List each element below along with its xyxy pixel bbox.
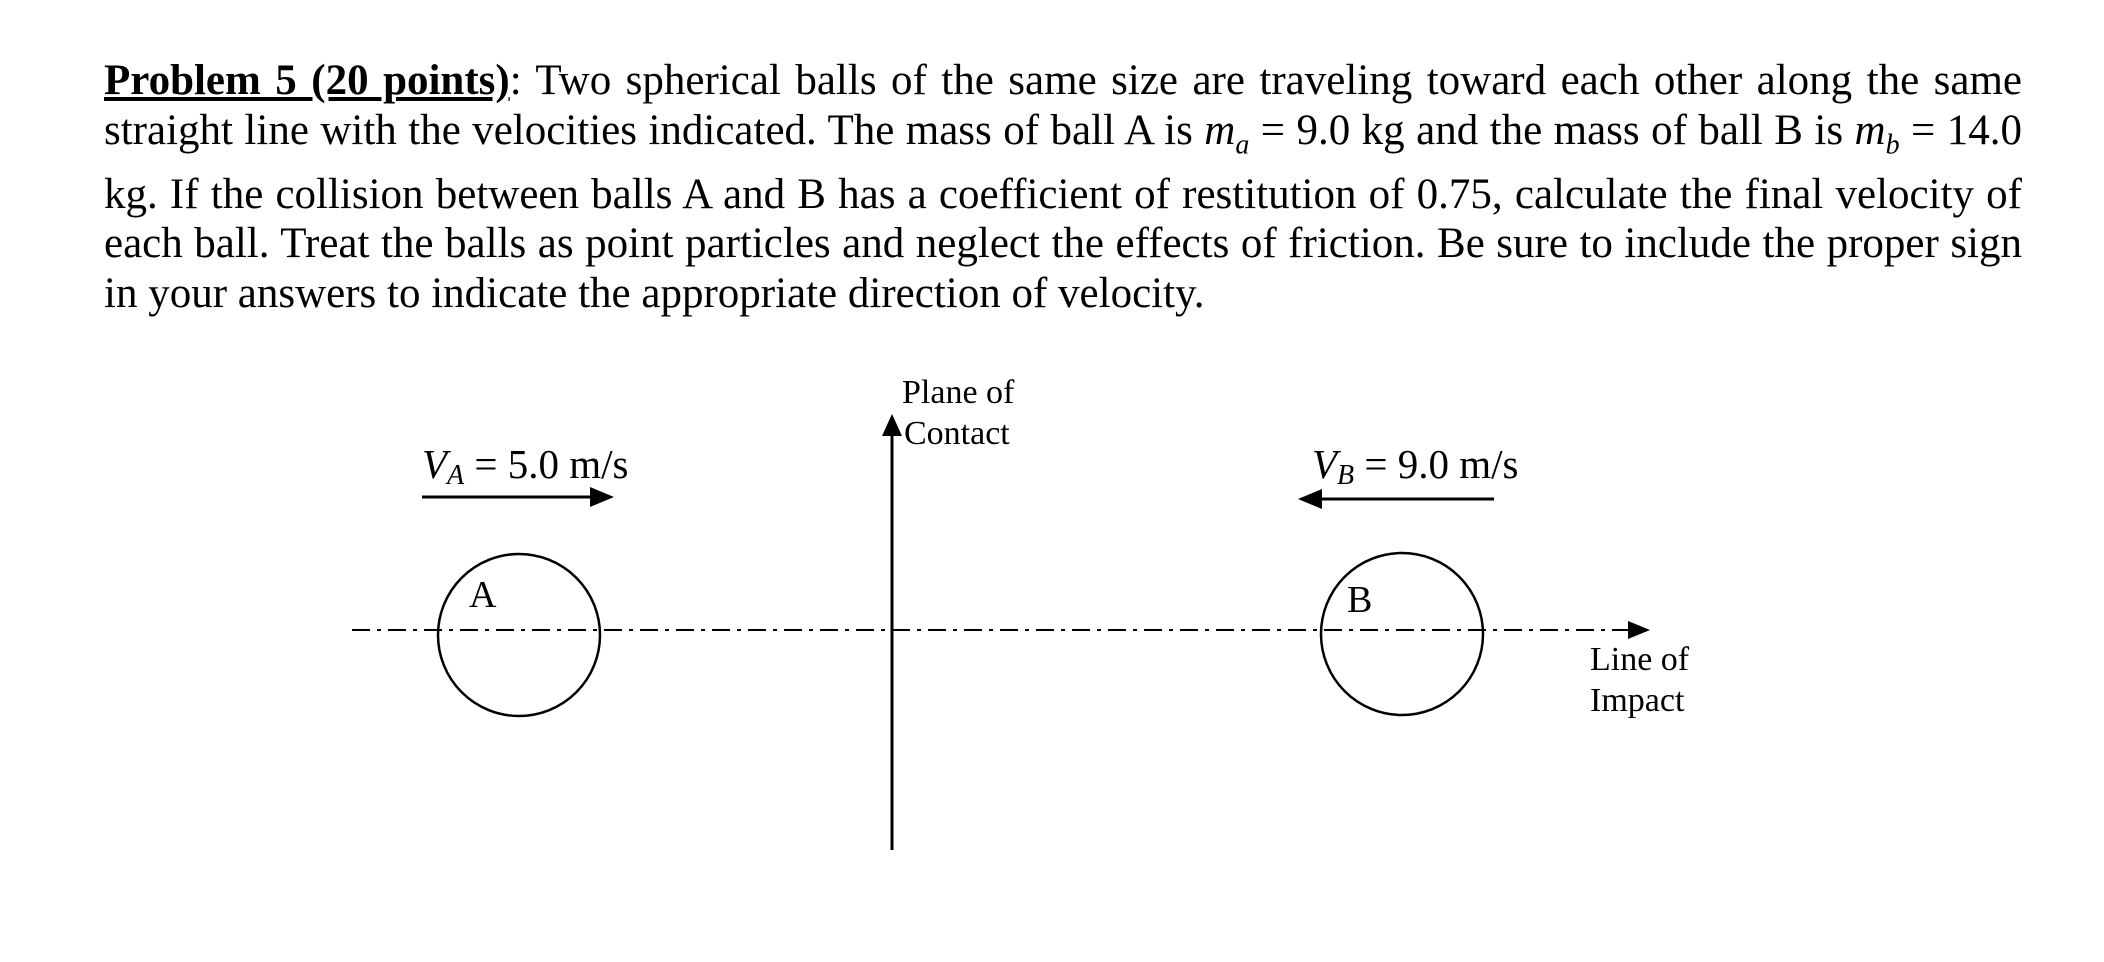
ball-b <box>1321 553 1483 715</box>
velocity-b-value: = 9.0 m/s <box>1354 441 1519 487</box>
velocity-b-subscript: B <box>1337 460 1355 491</box>
line-of-impact-label-line1: Line of <box>1590 641 1690 678</box>
mass-b-symbol: m <box>1854 106 1886 154</box>
ball-b-label: B <box>1347 579 1373 621</box>
ball-a-label: A <box>469 574 497 616</box>
velocity-b-arrowhead <box>1298 489 1322 509</box>
plane-of-contact-arrowhead <box>882 414 902 436</box>
velocity-a-symbol: V <box>422 441 448 487</box>
line-of-impact-label-line2: Impact <box>1590 682 1685 719</box>
plane-of-contact-label-line1: Plane of <box>902 374 1015 411</box>
mass-a-value: = 9.0 kg and the mass of ball B is <box>1249 106 1855 154</box>
velocity-b-symbol: V <box>1312 441 1338 487</box>
velocity-a-arrowhead <box>590 487 614 507</box>
line-of-impact-arrowhead <box>1628 621 1650 639</box>
problem-text-instructions: If the collision between balls A and B has a coefficient of restitution of 0.75, calculate the final velocity of each ball. Treat the balls as point particles and neglect the effects of friction. Be sure to include the proper sign in your answers to indicate the appropriate direction of velocity. <box>104 170 2022 317</box>
problem-heading: Problem 5 (20 points) <box>104 57 510 104</box>
plane-of-contact-label-line2: Contact <box>904 415 1010 452</box>
velocity-b-label <box>1312 441 1519 491</box>
mass-a-subscript: a <box>1235 129 1250 161</box>
heading-colon: : <box>509 57 536 104</box>
ball-a <box>438 554 600 716</box>
problem-text-intro: Two spherical balls of the same size are traveling toward each other along the same straight line with the velocities indicated. The mass of ball A is <box>104 57 2022 154</box>
mass-a-symbol: m <box>1204 106 1236 154</box>
velocity-a-label <box>422 441 629 491</box>
mass-b-value: = 14.0 kg. <box>104 106 2022 218</box>
mass-b-subscript: b <box>1885 129 1900 161</box>
velocity-a-subscript: A <box>447 460 465 491</box>
velocity-a-value: = 5.0 m/s <box>464 441 629 487</box>
